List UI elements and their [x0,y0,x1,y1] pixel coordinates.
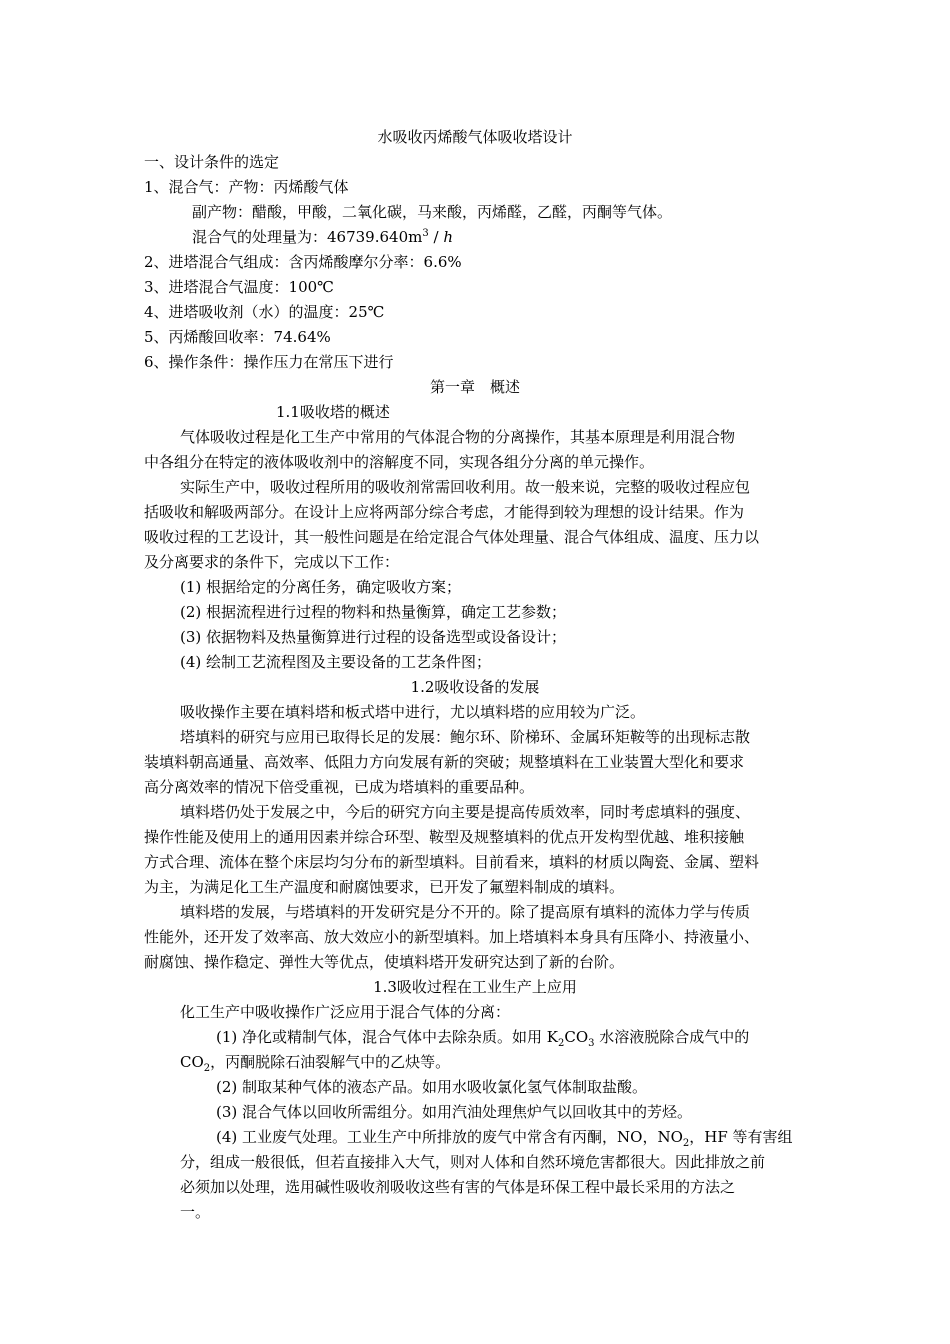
s12-para1: 吸收操作主要在填料塔和板式塔中进行，尤以填料塔的应用较为广泛。 [180,703,646,721]
s12-para2-line2: 装填料朝高通量、高效率、低阻力方向发展有新的突破；规整填料在工业装置大型化和要求 [144,753,745,771]
s12-para3-line3: 方式合理、流体在整个床层均匀分布的新型填料。目前看来，填料的材质以陶瓷、金属、塑料 [144,853,760,871]
s13-item-4-text-a: (4) 工业废气处理。工业生产中所排放的废气中常含有丙酮，NO，NO [216,1128,683,1146]
conditions-heading: 一、设计条件的选定 [144,153,280,171]
condition-1-byproducts: 副产物：醋酸，甲酸，二氧化碳，马来酸，丙烯醛，乙醛，丙酮等气体。 [192,203,673,221]
s12-para4-line1: 填料塔的发展，与塔填料的开发研究是分不开的。除了提高原有填料的流体力学与传质 [180,903,751,921]
s13-item-4-line3: 必须加以处理，选用碱性吸收剂吸收这些有害的气体是环保工程中最长采用的方法之 [180,1178,736,1196]
s13-item-2: (2) 制取某种气体的液态产品。如用水吸收氯化氢气体制取盐酸。 [216,1078,648,1096]
s13-item-1-text-b: CO [564,1028,589,1046]
document-title: 水吸收丙烯酸气体吸收塔设计 [377,128,573,146]
s13-item-1-text-d: ，丙酮脱除石油裂解气中的乙炔等。 [210,1053,451,1071]
condition-3: 3、进塔混合气温度：100℃ [144,278,334,296]
s13-item-1-line1 [216,1027,749,1047]
section-1-2-heading: 1.2吸收设备的发展 [410,678,540,696]
s11-para2-line4: 及分离要求的条件下，完成以下工作： [144,553,400,571]
condition-6: 6、操作条件：操作压力在常压下进行 [144,353,394,371]
s13-item-4-text-b: ，HF 等有害组 [689,1128,793,1146]
no2-subscript: 2 [682,1138,690,1149]
s13-intro: 化工生产中吸收操作广泛应用于混合气体的分离： [180,1003,511,1021]
s11-para1-line2: 中各组分在特定的液体吸收剂中的溶解度不同，实现各组分分离的单元操作。 [144,453,655,471]
s13-item-4-line2: 分，组成一般很低，但若直接排入大气，则对人体和自然环境危害都很大。因此排放之前 [180,1153,766,1171]
s13-item-1-text-a: (1) 净化或精制气体，混合气体中去除杂质。如用 K [216,1028,558,1046]
s11-list-item-4: (4) 绘制工艺流程图及主要设备的工艺条件图； [180,653,492,671]
condition-5: 5、丙烯酸回收率：74.64% [144,328,331,346]
s12-para3-line2: 操作性能及使用上的通用因素并综合环型、鞍型及规整填料的优点开发构型优越、堆积接触 [144,828,745,846]
s11-list-item-1: (1) 根据给定的分离任务，确定吸收方案； [180,578,462,596]
k2-subscript: 2 [558,1038,565,1049]
flowrate-unit-h: h [443,228,453,246]
flowrate-slash: / [428,228,444,246]
s12-para4-line2: 性能外，还开发了效率高、放大效应小的新型填料。加上塔填料本身具有压降小、持液量小、 [144,928,760,946]
s13-item-1-line2 [180,1052,450,1072]
condition-4: 4、进塔吸收剂（水）的温度：25℃ [144,303,385,321]
s11-para2-line3: 吸收过程的工艺设计，其一般性问题是在给定混合气体处理量、混合气体组成、温度、压力以 [144,528,760,546]
s13-item-3: (3) 混合气体以回收所需组分。如用汽油处理焦炉气以回收其中的芳烃。 [216,1103,693,1121]
flowrate-exponent: 3 [422,228,429,239]
s12-para2-line1: 塔填料的研究与应用已取得长足的发展：鲍尔环、阶梯环、金属环矩鞍等的出现标志散 [180,728,751,746]
chapter-heading: 第一章 概述 [429,378,520,396]
s11-list-item-3: (3) 依据物料及热量衡算进行过程的设备选型或设备设计； [180,628,567,646]
s11-para2-line2: 括吸收和解吸两部分。在设计上应将两部分综合考虑，才能得到较为理想的设计结果。作为 [144,503,745,521]
co2-subscript: 2 [203,1063,211,1074]
s12-para2-line3: 高分离效率的情况下倍受重视，已成为塔填料的重要品种。 [144,778,535,796]
flowrate-text: 混合气的处理量为：46739.640m [192,228,423,246]
condition-2: 2、进塔混合气组成：含丙烯酸摩尔分率：6.6% [144,253,462,271]
s11-list-item-2: (2) 根据流程进行过程的物料和热量衡算，确定工艺参数； [180,603,567,621]
s13-item-4-line1 [216,1127,793,1147]
s12-para3-line4: 为主，为满足化工生产温度和耐腐蚀要求，已开发了氟塑料制成的填料。 [144,878,625,896]
condition-1-flowrate [192,227,453,247]
s12-para4-line3: 耐腐蚀、操作稳定、弹性大等优点，使填料塔开发研究达到了新的台阶。 [144,953,625,971]
section-1-1-heading: 1.1吸收塔的概述 [276,403,390,421]
s13-item-1-text-c: 水溶液脱除合成气中的 [594,1028,750,1046]
s13-item-4-line4: 一。 [180,1203,211,1221]
s11-para1-line1: 气体吸收过程是化工生产中常用的气体混合物的分离操作，其基本原理是利用混合物 [180,428,736,446]
s12-para3-line1: 填料塔仍处于发展之中，今后的研究方向主要是提高传质效率，同时考虑填料的强度、 [180,803,751,821]
s13-item-1-co: CO [180,1053,204,1071]
condition-1: 1、混合气：产物：丙烯酸气体 [144,178,349,196]
co3-subscript: 3 [588,1038,595,1049]
section-1-3-heading: 1.3吸收过程在工业生产上应用 [373,978,577,996]
s11-para2-line1: 实际生产中，吸收过程所用的吸收剂常需回收利用。故一般来说，完整的吸收过程应包 [180,478,751,496]
